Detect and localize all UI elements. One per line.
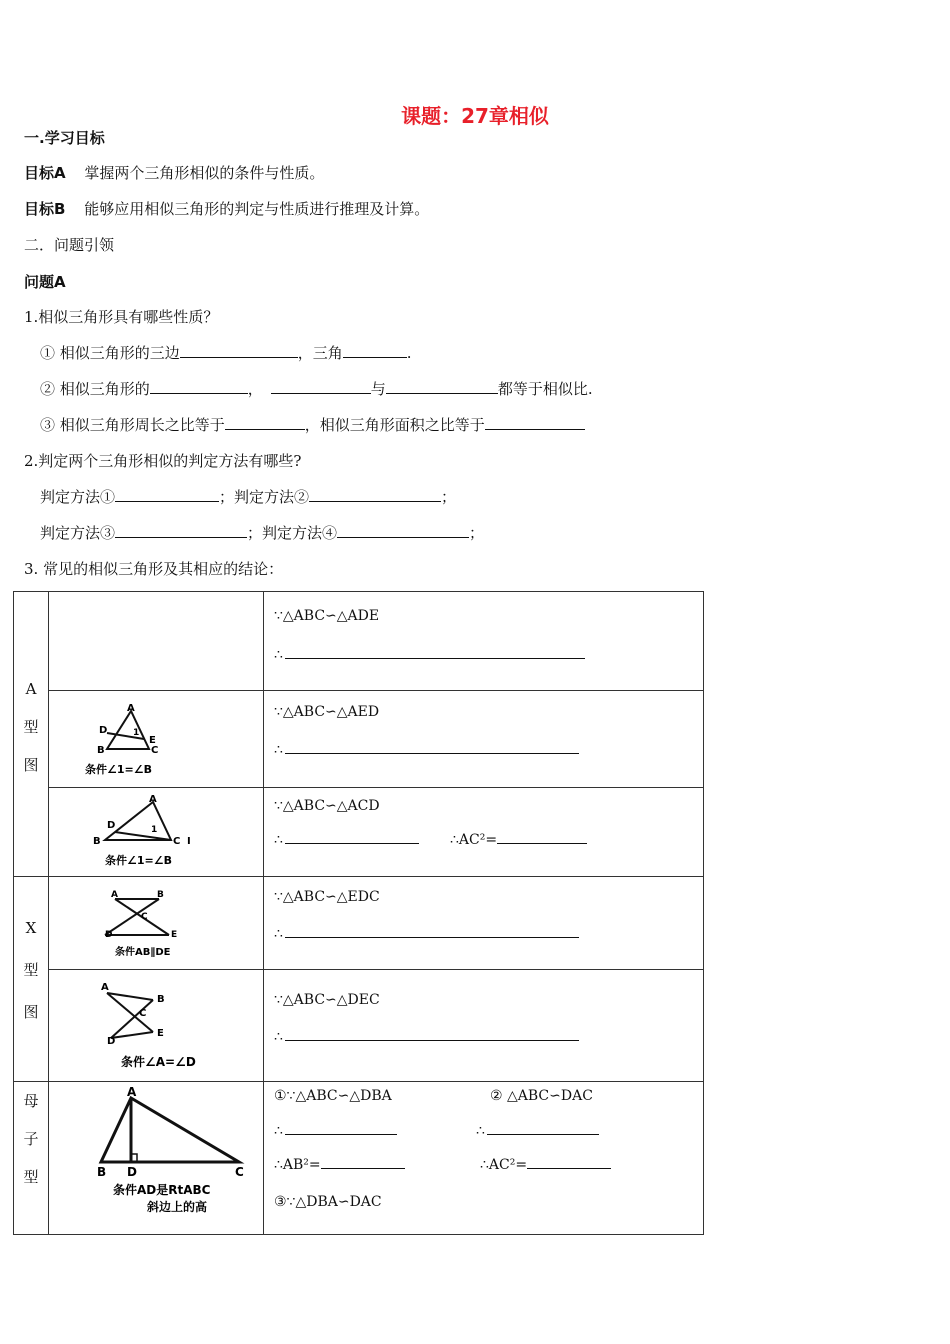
vertex-label-c: C	[235, 1165, 244, 1179]
answer-blank[interactable]	[180, 343, 298, 358]
table-row	[14, 877, 704, 970]
method-1-label: 判定方法①	[40, 488, 116, 506]
q1-c-mid: ，相似三角形面积之比等于	[304, 416, 485, 434]
vertex-label-a: A	[127, 703, 135, 714]
answer-blank[interactable]	[386, 379, 498, 394]
therefore-symbol: ∴	[274, 647, 283, 663]
question-1: 1.相似三角形具有哪些性质？	[24, 308, 219, 326]
answer-blank[interactable]	[150, 379, 248, 394]
given-statement: ∵△ABC∽△AED	[274, 704, 380, 720]
vertex-label-e: E	[157, 1028, 164, 1039]
vertex-label-d: D	[105, 930, 113, 940]
method-2-label: ；判定方法②	[219, 488, 310, 506]
figure-condition: 条件AB∥DE	[115, 947, 171, 958]
answer-blank[interactable]	[343, 343, 407, 358]
vertex-label-b: B	[97, 745, 105, 756]
vertex-label-e: E	[149, 735, 156, 746]
answer-blank[interactable]	[115, 523, 247, 538]
vertex-label-d: D	[127, 1165, 137, 1179]
given-statement: ∵△ABC∽△EDC	[274, 889, 380, 905]
answer-blank[interactable]	[487, 1122, 599, 1135]
type-a-char: A	[25, 680, 37, 698]
answer-blank[interactable]	[271, 379, 371, 394]
problem-a-heading: 问题A	[24, 273, 66, 291]
section-learning-goals: 一.学习目标	[24, 129, 105, 147]
type-mother-child-cell	[14, 1082, 49, 1235]
semicolon: ；	[469, 524, 485, 542]
question-3: 3. 常见的相似三角形及其相应的结论：	[24, 560, 284, 578]
figure-cell	[49, 1082, 264, 1235]
vertex-label-i: I	[187, 836, 191, 847]
therefore-symbol: ∴	[274, 1029, 283, 1045]
given-statement: ①∵△ABC∽△DBA	[274, 1088, 392, 1104]
therefore-symbol: ∴	[274, 742, 283, 758]
given-statement: ∵△ABC∽△ACD	[274, 798, 380, 814]
q1-c-text: ③ 相似三角形周长之比等于	[40, 416, 225, 434]
angle-label-1: 1	[151, 825, 158, 835]
figure-condition: 条件∠1=∠B	[105, 854, 172, 867]
conclusion-cell	[264, 1082, 704, 1235]
vertex-label-d: D	[107, 820, 116, 831]
method-3-label: 判定方法③	[40, 524, 116, 542]
ac-squared-label: ∴AC²=	[480, 1157, 528, 1173]
figure-cell	[49, 788, 264, 877]
answer-blank[interactable]	[285, 646, 585, 659]
goal-a-label: 目标A	[24, 164, 66, 182]
vertex-label-b: B	[157, 890, 164, 900]
conclusion-cell	[264, 877, 704, 970]
given-statement: ③∵△DBA∽DAC	[274, 1194, 382, 1210]
angle-label-1: 1	[133, 728, 140, 738]
vertex-label-c: C	[151, 745, 159, 756]
goal-a	[24, 163, 324, 183]
type-x-cell	[14, 877, 49, 1082]
q1-b-and: 与	[370, 380, 386, 398]
q1-item-c	[40, 415, 585, 435]
q1-a-end: .	[406, 344, 412, 362]
answer-blank[interactable]	[285, 831, 419, 844]
goal-a-text: 掌握两个三角形相似的条件与性质。	[84, 164, 325, 182]
q1-b-comma: ，	[247, 380, 263, 398]
x-type-figure-1	[49, 877, 263, 965]
page-title: 课题：27章相似	[401, 104, 549, 128]
a-type-figure-1	[49, 691, 263, 783]
type-x-char: X	[25, 919, 37, 937]
answer-blank[interactable]	[115, 487, 219, 502]
answer-blank[interactable]	[337, 523, 469, 538]
figure-condition: 条件∠A=∠D	[121, 1055, 196, 1069]
vertex-label-b: B	[97, 1165, 107, 1179]
type-x-char: 图	[23, 1003, 39, 1021]
goal-b-text: 能够应用相似三角形的判定与性质进行推理及计算。	[84, 200, 430, 218]
figure-cell-empty	[49, 592, 264, 691]
table-row	[14, 691, 704, 788]
q1-b-text: ② 相似三角形的	[40, 380, 150, 398]
semicolon: ；	[441, 488, 457, 506]
conclusion-cell	[264, 691, 704, 788]
table-row	[14, 788, 704, 877]
x-type-figure-2	[49, 970, 263, 1077]
answer-blank[interactable]	[527, 1156, 611, 1169]
therefore-symbol: ∴	[274, 832, 283, 848]
vertex-label-a: A	[127, 1085, 137, 1099]
answer-blank[interactable]	[309, 487, 441, 502]
therefore-symbol: ∴	[274, 926, 283, 942]
ac-squared-label: ∴AC²=	[450, 832, 498, 848]
vertex-label-d: D	[107, 1036, 116, 1047]
vertex-label-c: C	[139, 1008, 147, 1019]
vertex-label-a: A	[111, 890, 118, 900]
goal-b	[24, 199, 429, 219]
method-4-label: ；判定方法④	[247, 524, 338, 542]
figure-condition: 条件AD是RtABC	[113, 1183, 211, 1197]
given-statement: ∵△ABC∽△DEC	[274, 992, 380, 1008]
vertex-label-a: A	[149, 794, 157, 805]
table-row	[14, 970, 704, 1082]
therefore-symbol: ∴	[274, 1123, 283, 1139]
given-statement: ∵△ABC∽△ADE	[274, 608, 380, 624]
q1-item-b	[40, 379, 593, 399]
vertex-label-b: B	[157, 994, 165, 1005]
answer-blank[interactable]	[285, 1122, 397, 1135]
q2-methods-row2	[40, 523, 484, 543]
section-problem-guide: 二．问题引领	[24, 236, 115, 254]
figure-condition: 条件∠1=∠B	[85, 763, 152, 776]
answer-blank[interactable]	[497, 831, 587, 844]
answer-blank[interactable]	[285, 925, 579, 938]
figure-cell	[49, 970, 264, 1082]
conclusion-cell	[264, 970, 704, 1082]
q2-methods-row1	[40, 487, 456, 507]
q1-a-mid: ，三角	[297, 344, 343, 362]
answer-blank[interactable]	[225, 415, 305, 430]
vertex-label-a: A	[101, 982, 109, 993]
type-a-char: 图	[23, 756, 39, 774]
similar-triangles-table	[13, 591, 704, 1235]
type-a-char: 型	[23, 718, 39, 736]
conclusion-cell	[264, 788, 704, 877]
type-m-char: 型	[23, 1168, 39, 1186]
figure-cell	[49, 691, 264, 788]
question-2: 2.判定两个三角形相似的判定方法有哪些?	[24, 452, 302, 470]
a-type-figure-2	[49, 788, 263, 872]
ab-squared-label: ∴AB²=	[274, 1157, 321, 1173]
q1-item-a	[40, 343, 412, 363]
type-a-cell	[14, 592, 49, 877]
answer-blank[interactable]	[485, 415, 585, 430]
vertex-label-c: C	[141, 912, 148, 922]
table-row	[14, 592, 704, 691]
answer-blank[interactable]	[285, 741, 579, 754]
given-statement: ② △ABC∽DAC	[490, 1088, 593, 1104]
answer-blank[interactable]	[285, 1028, 579, 1041]
vertex-label-b: B	[93, 836, 101, 847]
type-x-char: 型	[23, 961, 39, 979]
answer-blank[interactable]	[321, 1156, 405, 1169]
q1-a-text: ① 相似三角形的三边	[40, 344, 180, 362]
type-m-char: 子	[23, 1130, 39, 1148]
type-m-char: 母	[23, 1092, 39, 1110]
vertex-label-c: C	[173, 836, 181, 847]
vertex-label-d: D	[99, 725, 108, 736]
conclusion-cell	[264, 592, 704, 691]
therefore-symbol: ∴	[476, 1123, 485, 1139]
mother-child-figure	[49, 1082, 263, 1230]
figure-cell	[49, 877, 264, 970]
table-row	[14, 1082, 704, 1235]
vertex-label-e: E	[171, 930, 178, 940]
goal-b-label: 目标B	[24, 200, 66, 218]
figure-condition: 斜边上的高	[147, 1200, 208, 1214]
q1-b-end: 都等于相似比.	[497, 380, 593, 398]
